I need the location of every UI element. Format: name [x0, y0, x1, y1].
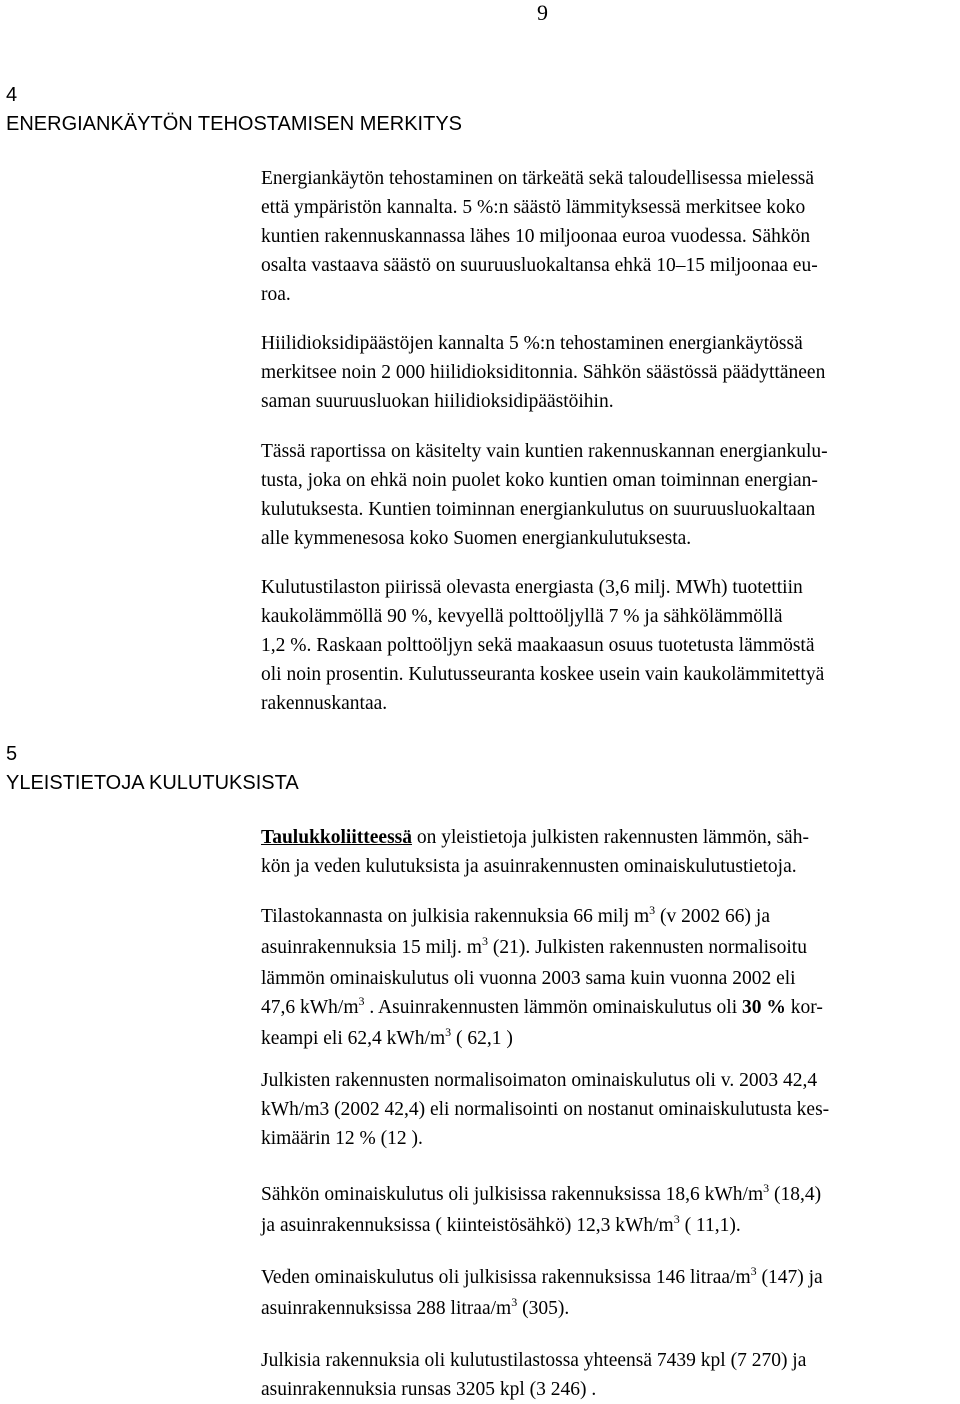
text-fragment: 47,6 kWh/m [261, 997, 359, 1018]
section-title: ENERGIANKÄYTÖN TEHOSTAMISEN MERKITYS [6, 113, 462, 135]
superscript: 3 [673, 1212, 680, 1226]
text-fragment: ja asuinrakennuksissa ( kiinteistösähkö) 12,3 kWh/m [261, 1215, 674, 1236]
text-line [261, 823, 957, 852]
bold-value: 30 % [742, 997, 786, 1018]
superscript: 3 [445, 1025, 452, 1039]
text-fragment: Veden ominaiskulutus oli julkisissa rakennuksissa 146 litraa/m [261, 1267, 751, 1288]
superscript: 3 [511, 1295, 518, 1309]
text-line: kön ja veden kulutuksista ja asuinrakennusten ominaiskulutustietoja. [261, 856, 797, 877]
text-line [261, 1024, 957, 1055]
paragraph-table-appendix [261, 823, 957, 881]
text-line: asuinrakennuksia runsas 3205 kpl (3 246) . [261, 1379, 597, 1400]
text-line: kuntien rakennuskannassa lähes 10 miljoonaa euroa vuodessa. Sähkön [261, 226, 811, 247]
text-fragment: (21). Julkisten rakennusten normalisoitu [487, 937, 807, 958]
paragraph-energy-efficiency [261, 164, 957, 309]
paragraph-unnormalized [261, 1066, 957, 1153]
text-line: oli noin prosentin. Kulutusseuranta koskee usein vain kaukolämmitettyä [261, 664, 825, 685]
page-number: 9 [537, 0, 548, 25]
text-fragment: ( 11,1). [679, 1215, 741, 1236]
text-line: Julkisten rakennusten normalisoimaton ominaiskulutus oli v. 2003 42,4 [261, 1070, 818, 1091]
text-line: lämmön ominaiskulutus oli vuonna 2003 sama kuin vuonna 2002 eli [261, 968, 796, 989]
paragraph-report-scope [261, 437, 957, 553]
superscript: 3 [481, 934, 488, 948]
paragraph-water [261, 1263, 957, 1325]
superscript: 3 [750, 1264, 757, 1278]
text-fragment: asuinrakennuksia 15 milj. m [261, 937, 482, 958]
text-fragment: kor- [785, 997, 823, 1018]
text-fragment: asuinrakennuksissa 288 litraa/m [261, 1298, 512, 1319]
superscript: 3 [649, 903, 656, 917]
paragraph-building-stock [261, 902, 957, 1055]
text-line: kaukolämmöllä 90 %, kevyellä polttoöljyllä 7 % ja sähkölämmöllä [261, 606, 783, 627]
text-line: Tässä raportissa on käsitelty vain kuntien rakennuskannan energiankulu- [261, 441, 828, 462]
section-number: 5 [6, 743, 18, 765]
text-line: saman suuruusluokan hiilidioksidipäästöihin. [261, 391, 614, 412]
paragraph-building-counts [261, 1346, 957, 1404]
text-fragment: Sähkön ominaiskulutus oli julkisissa rakennuksissa 18,6 kWh/m [261, 1184, 764, 1205]
text-fragment: . Asuinrakennusten lämmön ominaiskulutus oli [364, 997, 743, 1018]
paragraph-co2 [261, 329, 957, 416]
text-line: alle kymmenesosa koko Suomen energiankulutuksesta. [261, 528, 692, 549]
paragraph-energy-sources [261, 573, 957, 718]
text-fragment: on yleistietoja julkisten rakennusten lämmön, säh- [412, 827, 809, 848]
text-line: rakennuskantaa. [261, 693, 388, 714]
text-fragment: (v 2002 66) ja [655, 906, 770, 927]
section-title: YLEISTIETOJA KULUTUKSISTA [6, 772, 299, 794]
text-line: tusta, joka on ehkä noin puolet koko kuntien oman toiminnan energian- [261, 470, 818, 491]
text-line [261, 902, 957, 933]
bold-term: Taulukkoliitteessä [261, 827, 412, 848]
text-line: merkitsee noin 2 000 hiilidioksiditonnia. Sähkön säästössä päädyttäneen [261, 362, 826, 383]
text-line: Julkisia rakennuksia oli kulutustilastossa yhteensä 7439 kpl (7 270) ja [261, 1350, 807, 1371]
text-line [261, 1180, 957, 1211]
text-line: 1,2 %. Raskaan polttoöljyn sekä maakaasun osuus tuotetusta lämmöstä [261, 635, 815, 656]
text-line: kimäärin 12 % (12 ). [261, 1128, 423, 1149]
text-fragment: (305). [517, 1298, 570, 1319]
text-fragment: keampi eli 62,4 kWh/m [261, 1028, 446, 1049]
text-line: Energiankäytön tehostaminen on tärkeätä sekä taloudellisessa mielessä [261, 168, 815, 189]
section-heading-4 [6, 81, 462, 139]
superscript: 3 [358, 994, 365, 1008]
text-line: kulutuksesta. Kuntien toiminnan energiankulutus on suuruusluokaltaan [261, 499, 816, 520]
text-line: että ympäristön kannalta. 5 %:n säästö lämmityksessä merkitsee koko [261, 197, 806, 218]
text-line: osalta vastaava säästö on suuruusluokaltansa ehkä 10–15 miljoonaa eu- [261, 255, 818, 276]
text-line [261, 993, 957, 1024]
section-heading-5 [6, 740, 299, 798]
text-line [261, 933, 957, 964]
text-line [261, 1294, 957, 1325]
paragraph-electricity [261, 1180, 957, 1242]
section-number: 4 [6, 84, 18, 106]
text-line [261, 1211, 957, 1242]
text-fragment: ( 62,1 ) [451, 1028, 513, 1049]
text-fragment: (18,4) [769, 1184, 822, 1205]
text-fragment: Tilastokannasta on julkisia rakennuksia 66 milj m [261, 906, 650, 927]
superscript: 3 [763, 1181, 770, 1195]
text-line: roa. [261, 284, 291, 305]
text-line: kWh/m3 (2002 42,4) eli normalisointi on nostanut ominaiskulutusta kes- [261, 1099, 830, 1120]
text-line [261, 1263, 957, 1294]
text-fragment: (147) ja [756, 1267, 823, 1288]
text-line: Kulutustilaston piirissä olevasta energiasta (3,6 milj. MWh) tuotettiin [261, 577, 803, 598]
text-line: Hiilidioksidipäästöjen kannalta 5 %:n tehostaminen energiankäytössä [261, 333, 803, 354]
